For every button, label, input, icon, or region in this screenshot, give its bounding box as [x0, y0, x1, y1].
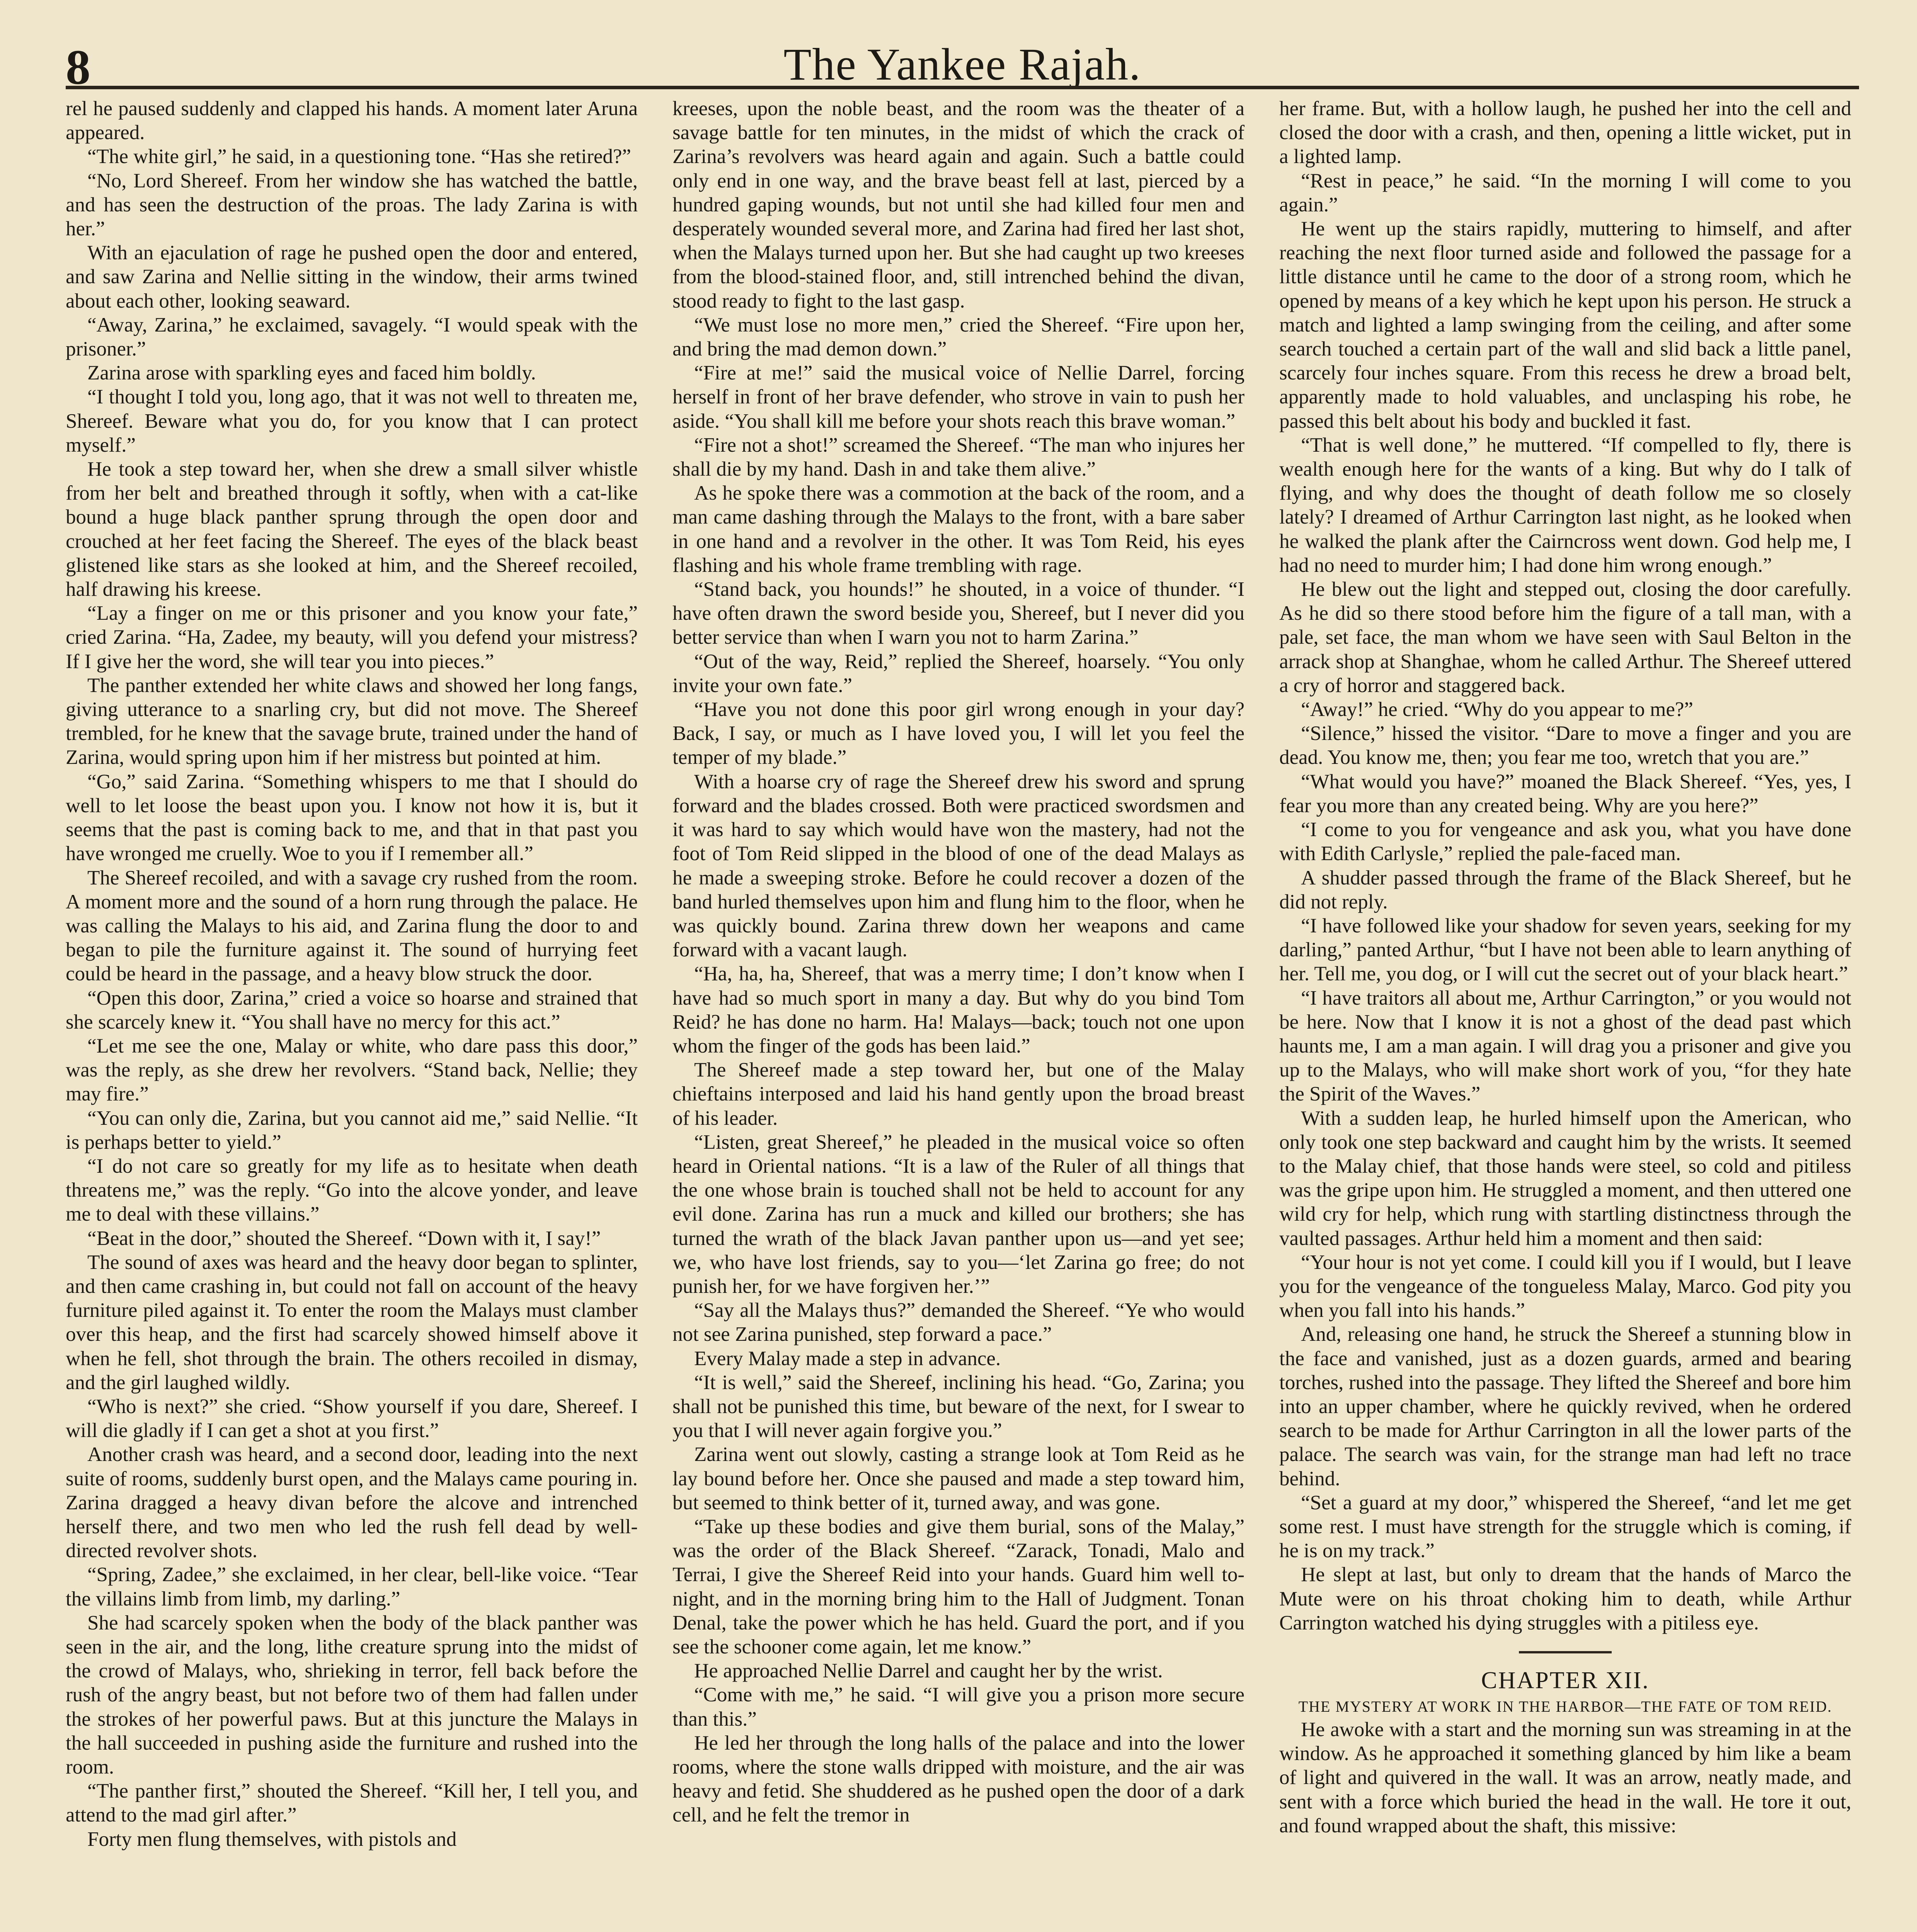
column-3-body [1279, 97, 1851, 1635]
paragraph: “I have traitors all about me, Arthur Carrington,” or you would not be here. Now that I know it is not a ghost of the dead past which haunts me, I am a man again. I will drag you a prisoner and give you up to the Malays, who will make short work of you, “for they hate the Spirit of the Waves.” [1279, 986, 1851, 1105]
paragraph: Zarina arose with sparkling eyes and faced him boldly. [87, 362, 536, 384]
running-title: The Yankee Rajah. [783, 39, 1141, 90]
paragraph: “What would you have?” moaned the Black Shereef. “Yes, yes, I fear you more than any created being. Why are you here?” [1279, 770, 1851, 817]
chapter-divider [1519, 1651, 1612, 1653]
paragraph: The Shereef made a step toward her, but one of the Malay chieftains interposed and laid his hand gently upon the broad breast of his leader. [672, 1059, 1245, 1129]
paragraph: “Listen, great Shereef,” he pleaded in the musical voice so often heard in Oriental nations. “It is a law of the Ruler of all things that the one whose brain is touched shall not be held to account for any evil done. Zarina has run a muck and killed our brothers; she has turned the wrath of the black Javan panther upon us—and yet see; we, who have lost friends, say to you—‘let Zarina go free; do not punish her, for we have forgiven her.’” [672, 1131, 1245, 1298]
text-column-1 [66, 97, 638, 1932]
chapter-subtitle: THE MYSTERY AT WORK IN THE HARBOR—THE FATE OF TOM REID. [1298, 1698, 1832, 1715]
paragraph: Forty men flung themselves, with pistols and [87, 1828, 457, 1850]
paragraph: “You can only die, Zarina, but you cannot aid me,” said Nellie. “It is perhaps better to yield.” [66, 1107, 638, 1153]
paragraph: “Away, Zarina,” he exclaimed, savagely. “I would speak with the prisoner.” [66, 313, 638, 361]
paragraph: Another crash was heard, and a second door, leading into the next suite of rooms, suddenly burst open, and the Malays came pouring in. Zarina dragged a heavy divan before the alcove and intrenched herself there, and two men who led the rush fell dead by well-directed revolver shots. [66, 1443, 638, 1562]
paragraph: The sound of axes was heard and the heavy door began to splinter, and then came crashing in, but could not fall on account of the heavy furniture piled against it. To enter the room the Malays must clamber over this heap, and the first had scarcely showed himself above it when he fell, shot through the brain. The others recoiled in dismay, and the girl laughed wildly. [66, 1251, 638, 1394]
paragraph: “Let me see the one, Malay or white, who dare pass this door,” was the reply, as she drew her revolvers. “Stand back, Nellie; they may fire.” [66, 1034, 638, 1105]
paragraph: “Away!” he cried. “Why do you appear to me?” [1301, 698, 1693, 721]
paragraph: “Lay a finger on me or this prisoner and you know your fate,” cried Zarina. “Ha, Zadee, my beauty, will you defend your mistress? If I give her the word, she will tear you into pieces.” [66, 602, 638, 673]
paragraph: He led her through the long halls of the palace and into the lower rooms, where the stone walls dripped with moisture, and the air was heavy and fetid. She shuddered as he pushed open the door of a dark cell, and he felt the tremor in [672, 1731, 1245, 1827]
paragraph: A shudder passed through the frame of the Black Shereef, but he did not reply. [1279, 866, 1851, 913]
paragraph: “Ha, ha, ha, Shereef, that was a merry time; I don’t know when I have had so much sport in many a day. But why do you bind Tom Reid? he has done no harm. Ha! Malays—back; touch not one upon whom the finger of the gods has been laid.” [672, 963, 1245, 1057]
paragraph: He awoke with a start and the morning sun was streaming in at the window. As he approached it something glanced by him like a beam of light and quivered in the wall. It was an arrow, neatly made, and sent with a force which buried the head in the wall. He tore it out, and found wrapped about the shaft, this missive: [1279, 1718, 1851, 1837]
paragraph: “I have followed like your shadow for seven years, seeking for my darling,” panted Arthur, “but I have not been able to learn anything of her. Tell me, you dog, or I will cut the secret out of your black heart.” [1279, 914, 1851, 985]
chapter-heading: CHAPTER XII. [1481, 1667, 1650, 1694]
paragraph: “The white girl,” he said, in a questioning tone. “Has she retired?” [87, 145, 631, 168]
chapter-opening [1279, 1718, 1851, 1838]
paragraph: “Say all the Malays thus?” demanded the Shereef. “Ye who would not see Zarina punished, step forward a pace.” [672, 1299, 1245, 1346]
paragraph: With a hoarse cry of rage the Shereef drew his sword and sprung forward and the blades crossed. Both were practiced swordsmen and it was hard to say which would have won the mastery, had not the foot of Tom Reid slipped in the blood of one of the dead Malays as he made a sweeping stroke. Before he could recover a dozen of the band hurled themselves upon him and flung him to the floor, when he was quickly bound. Zarina threw down her weapons and came forward with a vacant laugh. [672, 770, 1245, 961]
paragraph: “Silence,” hissed the visitor. “Dare to move a finger and you are dead. You know me, then; you fear me too, wretch that you are.” [1279, 722, 1851, 769]
paragraph: “Who is next?” she cried. “Show yourself if you dare, Shereef. I will die gladly if I can get a shot at you first.” [66, 1395, 638, 1442]
paragraph: He went up the stairs rapidly, muttering to himself, and after reaching the next floor turned aside and followed the passage for a little distance until he came to the door of a strong room, which he opened by means of a key which he kept upon his person. He struck a match and lighted a lamp swinging from the ceiling, and after some search touched a certain part of the wall and slid back a little panel, scarcely four inches square. From this recess he drew a broad belt, apparently made to hold valuables, and unclasping his robe, he passed this belt about his body and buckled it fast. [1279, 218, 1851, 432]
paragraph: The panther extended her white claws and showed her long fangs, giving utterance to a snarling cry, but did not move. The Shereef trembled, for he knew that the savage brute, trained under the hand of Zarina, would spring upon him if her mistress but pointed at him. [66, 674, 638, 769]
page-number: 8 [66, 40, 90, 95]
paragraph: “Rest in peace,” he said. “In the morning I will come to you again.” [1279, 169, 1851, 216]
paragraph: “Open this door, Zarina,” cried a voice so hoarse and strained that she scarcely knew it. “You shall have no mercy for this act.” [66, 986, 638, 1033]
paragraph: “Your hour is not yet come. I could kill you if I would, but I leave you for the vengeance of the tongueless Malay, Marco. God pity you when you fall into his hands.” [1279, 1251, 1851, 1322]
paragraph: With a sudden leap, he hurled himself upon the American, who only took one step backward and caught him by the wrists. It seemed to the Malay chief, that those hands were steel, so cold and pitiless was the gripe upon him. He struggled a moment, and then uttered one wild cry for help, which rung with startling distinctness through the vaulted passages. Arthur held him a moment and then said: [1279, 1107, 1851, 1250]
paragraph: He took a step toward her, when she drew a small silver whistle from her belt and breathed through it softly, when with a cat-like bound a huge black panther sprung through the open door and crouched at her feet facing the Shereef. The eyes of the black beast glistened like stars as she looked at him, and the Shereef recoiled, half drawing his kreese. [66, 458, 638, 601]
paragraph: As he spoke there was a commotion at the back of the room, and a man came dashing through the Malays to the front, with a bare saber in one hand and a revolver in the other. It was Tom Reid, his eyes flashing and his whole frame trembling with rage. [672, 482, 1245, 577]
paragraph: The Shereef recoiled, and with a savage cry rushed from the room. A moment more and the sound of a horn rung through the palace. He was calling the Malays to his aid, and Zarina flung the door to and began to pile the furniture against it. The sound of hurrying feet could be heard in the passage, and a heavy blow struck the door. [66, 866, 638, 985]
paragraph: “I do not care so greatly for my life as to hesitate when death threatens me,” was the reply. “Go into the alcove yonder, and leave me to deal with these villains.” [66, 1155, 638, 1226]
paragraph: “Beat in the door,” shouted the Shereef. “Down with it, I say!” [87, 1227, 601, 1250]
paragraph: kreeses, upon the noble beast, and the room was the theater of a savage battle for ten minutes, in the midst of which the crack of Zarina’s revolvers was heard again and again. Such a battle could only end in one way, and the brave beast fell at last, pierced by a hundred gaping wounds, but not until she had killed four men and desperately wounded several more, and Zarina had fired her last shot, when the Malays turned upon her. But she had caught up two kreeses from the blood-stained floor, and, still intrenched behind the divan, stood ready to fight to the last gasp. [672, 97, 1245, 312]
paragraph: “I thought I told you, long ago, that it was not well to threaten me, Shereef. Beware what you do, for you know that I can protect myself.” [66, 386, 638, 456]
paragraph: Every Malay made a step in advance. [694, 1347, 1001, 1370]
paragraph: “Out of the way, Reid,” replied the Shereef, hoarsely. “You only invite your own fate.” [672, 650, 1245, 697]
paragraph: “No, Lord Shereef. From her window she has watched the battle, and has seen the destruction of the proas. The lady Zarina is with her.” [66, 169, 638, 240]
paragraph: Zarina went out slowly, casting a strange look at Tom Reid as he lay bound before her. Once she paused and made a step toward him, but seemed to think better of it, turned away, and was gone. [672, 1443, 1245, 1514]
paragraph: “Spring, Zadee,” she exclaimed, in her clear, bell-like voice. “Tear the villains limb from limb, my darling.” [66, 1563, 638, 1610]
page-header [66, 35, 1859, 100]
paragraph: “The panther first,” shouted the Shereef. “Kill her, I tell you, and attend to the mad girl after.” [66, 1780, 638, 1827]
paragraph: “Fire not a shot!” screamed the Shereef. “The man who injures her shall die by my hand. Dash in and take them alive.” [672, 434, 1245, 481]
paragraph: “Stand back, you hounds!” he shouted, in a voice of thunder. “I have often drawn the sword beside you, Shereef, but I never did you better service than when I warn you not to harm Zarina.” [672, 578, 1245, 649]
text-column-2 [672, 97, 1245, 1932]
paragraph: He approached Nellie Darrel and caught her by the wrist. [694, 1660, 1163, 1682]
paragraph: rel he paused suddenly and clapped his hands. A moment later Aruna appeared. [66, 97, 638, 144]
paragraph: “Take up these bodies and give them burial, sons of the Malay,” was the order of the Black Shereef. “Zarack, Tonadi, Malo and Terrai, I give the Shereef Reid into your hands. Guard him well to-night, and in the morning bring him to the Hall of Judgment. Tonan Denal, take the power which he has held. Guard the port, and if you see the schooner come again, let me know.” [672, 1515, 1245, 1658]
paragraph: “Have you not done this poor girl wrong enough in your day? Back, I say, or much as I have loved you, I will let you feel the temper of my blade.” [672, 698, 1245, 769]
paragraph: He slept at last, but only to dream that the hands of Marco the Mute were on his throat choking him to death, while Arthur Carrington watched his dying struggles with a pitiless eye. [1279, 1563, 1851, 1634]
paragraph: “I come to you for vengeance and ask you, what you have done with Edith Carlysle,” replied the pale-faced man. [1279, 818, 1851, 865]
paragraph: “We must lose no more men,” cried the Shereef. “Fire upon her, and bring the mad demon down.” [672, 313, 1245, 361]
paragraph: He blew out the light and stepped out, closing the door carefully. As he did so there stood before him the figure of a tall man, with a pale, set face, the man whom we have seen with Saul Belton in the arrack shop at Shanghae, whom he called Arthur. The Shereef uttered a cry of horror and staggered back. [1279, 578, 1851, 697]
paragraph: She had scarcely spoken when the body of the black panther was seen in the air, and the long, lithe creature sprung into the midst of the crowd of Malays, who, shrieking in terror, fell back before the rush of the angry beast, but not before two of them had fallen under the strokes of her powerful paws. But at this juncture the Malays in the hall succeeded in pushing aside the furniture and rushed into the room. [66, 1611, 638, 1779]
paragraph: “Fire at me!” said the musical voice of Nellie Darrel, forcing herself in front of her brave defender, who strove in vain to push her aside. “You shall kill me before your shots reach this brave woman.” [672, 362, 1245, 432]
paragraph: “It is well,” said the Shereef, inclining his head. “Go, Zarina; you shall not be punished this time, but beware of the next, for I swear to you that I will never again forgive you.” [672, 1371, 1245, 1442]
paragraph: “Set a guard at my door,” whispered the Shereef, “and let me get some rest. I must have strength for the struggle which is coming, if he is on my track.” [1279, 1491, 1851, 1562]
paragraph: With an ejaculation of rage he pushed open the door and entered, and saw Zarina and Nellie sitting in the window, their arms twined about each other, looking seaward. [66, 242, 638, 312]
paragraph: And, releasing one hand, he struck the Shereef a stunning blow in the face and vanished, just as a dozen guards, armed and bearing torches, rushed into the passage. They lifted the Shereef and bore him into an upper chamber, where he quickly revived, when he ordered search to be made for Arthur Carrington in all the lower parts of the palace. The search was vain, for the strange man had left no trace behind. [1279, 1323, 1851, 1490]
paragraph: her frame. But, with a hollow laugh, he pushed her into the cell and closed the door with a crash, and then, opening a little wicket, put in a lighted lamp. [1279, 97, 1851, 168]
paragraph: “That is well done,” he muttered. “If compelled to fly, there is wealth enough here for the wants of a king. But why do I talk of flying, and why does the thought of death follow me so closely lately? I dreamed of Arthur Carrington last night, as he looked when he walked the plank after the Cairncross went down. God help me, I had no need to murder him; I had done him wrong enough.” [1279, 434, 1851, 577]
header-rule [66, 86, 1859, 89]
text-column-3 [1279, 97, 1851, 1932]
paragraph: “Go,” said Zarina. “Something whispers to me that I should do well to let loose the beast upon you. I know not how it is, but it seems that the past is coming back to me, and that in that past you have wronged me cruelly. Woe to you if I remember all.” [66, 770, 638, 865]
paragraph: “Come with me,” he said. “I will give you a prison more secure than this.” [672, 1684, 1245, 1730]
